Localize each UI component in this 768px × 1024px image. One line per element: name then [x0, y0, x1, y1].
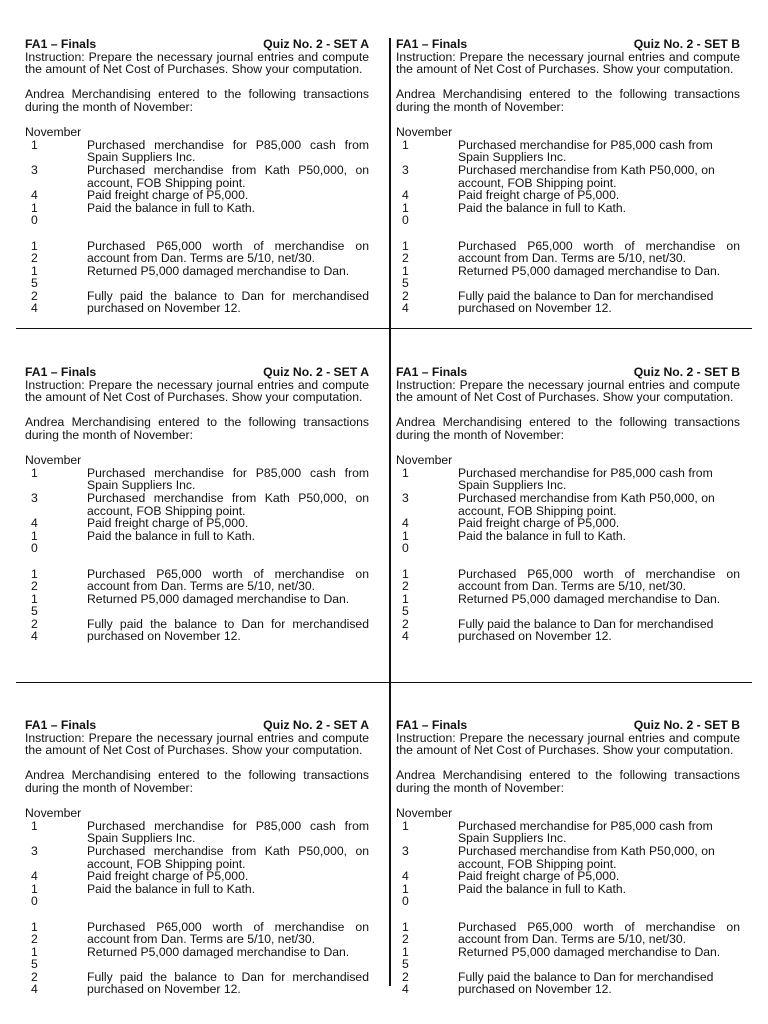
transaction-text: Paid the balance in full to Kath.	[87, 200, 256, 215]
transaction-row	[25, 870, 369, 883]
quiz-card	[396, 718, 740, 997]
card-header	[25, 719, 369, 732]
transaction-date: 2 4	[402, 616, 409, 644]
transaction-row	[25, 202, 369, 227]
transaction-row	[396, 870, 740, 883]
transaction-date: 4	[402, 869, 409, 884]
transaction-row	[396, 820, 740, 845]
quiz-card	[25, 366, 369, 686]
intro-text: Andrea Merchandising entered to the following transactions during the month of November:	[25, 415, 369, 442]
transaction-text: Purchased P65,000 worth of merchandise on account from Dan. Terms are 5/10, net/30.	[458, 238, 740, 266]
transaction-date: 1 0	[31, 200, 38, 228]
month-label: November	[396, 453, 453, 468]
transaction-text: Paid freight charge of P5,000.	[458, 516, 620, 531]
transaction-text: Purchased P65,000 worth of merchandise on account from Dan. Terms are 5/10, net/30.	[458, 919, 740, 947]
transaction-date: 2 4	[402, 288, 409, 316]
transaction-row	[396, 265, 740, 290]
transaction-row	[396, 164, 740, 189]
transaction-text: Purchased merchandise for P85,000 cash from Spain Suppliers Inc.	[458, 137, 713, 165]
transaction-date: 1	[402, 137, 409, 152]
transaction-date: 1 2	[402, 238, 409, 266]
transaction-date: 3	[31, 843, 38, 858]
transaction-date: 4	[31, 516, 38, 531]
month-label: November	[25, 453, 82, 468]
transaction-text: Paid freight charge of P5,000.	[458, 188, 620, 203]
transaction-text: Fully paid the balance to Dan for merchandised purchased on November 12.	[458, 969, 714, 997]
transaction-row	[396, 240, 740, 265]
quiz-set-label: Quiz No. 2 - SET B	[633, 37, 740, 51]
transaction-date: 1 5	[402, 944, 409, 972]
transaction-row	[396, 290, 740, 315]
transaction-row	[25, 883, 369, 908]
transaction-row	[396, 139, 740, 164]
transaction-text: Fully paid the balance to Dan for merchandised purchased on November 12.	[87, 616, 369, 644]
transaction-row	[25, 593, 369, 618]
intro-text: Andrea Merchandising entered to the following transactions during the month of November:	[396, 87, 740, 114]
vertical-divider	[389, 38, 391, 986]
transaction-row	[25, 517, 369, 530]
transaction-row	[396, 593, 740, 618]
quiz-set-label: Quiz No. 2 - SET B	[633, 718, 740, 732]
transaction-text: Paid freight charge of P5,000.	[87, 869, 249, 884]
quiz-set-label: Quiz No. 2 - SET A	[263, 718, 369, 732]
transaction-date: 2 4	[31, 969, 38, 997]
transaction-row	[396, 971, 740, 996]
transaction-text: Purchased P65,000 worth of merchandise on account from Dan. Terms are 5/10, net/30.	[87, 238, 369, 266]
transaction-row	[25, 971, 369, 996]
quiz-card	[25, 38, 369, 358]
transaction-text: Purchased merchandise for P85,000 cash from Spain Suppliers Inc.	[458, 818, 713, 846]
transaction-row	[396, 189, 740, 202]
transaction-text: Returned P5,000 damaged merchandise to Dan.	[458, 591, 721, 606]
quiz-set-label: Quiz No. 2 - SET B	[633, 365, 740, 379]
transaction-date: 1 2	[31, 238, 38, 266]
card-header	[396, 719, 740, 732]
transaction-text: Purchased merchandise for P85,000 cash from Spain Suppliers Inc.	[87, 818, 369, 846]
transaction-date: 1 0	[402, 200, 409, 228]
transaction-date: 1	[31, 465, 38, 480]
transaction-text: Purchased P65,000 worth of merchandise on account from Dan. Terms are 5/10, net/30.	[87, 919, 369, 947]
transaction-text: Returned P5,000 damaged merchandise to Dan.	[87, 591, 350, 606]
transaction-text: Returned P5,000 damaged merchandise to Dan.	[87, 263, 350, 278]
transaction-date: 1 2	[31, 566, 38, 594]
transaction-text: Fully paid the balance to Dan for merchandised purchased on November 12.	[87, 969, 369, 997]
transaction-date: 3	[31, 490, 38, 505]
transaction-row	[25, 921, 369, 946]
transaction-row	[396, 921, 740, 946]
course-title: FA1 – Finals	[396, 718, 468, 732]
transaction-date: 1 5	[31, 263, 38, 291]
transaction-text: Paid the balance in full to Kath.	[87, 528, 256, 543]
transaction-date: 4	[31, 869, 38, 884]
transaction-row	[396, 568, 740, 593]
transaction-text: Purchased merchandise from Kath P50,000, on account, FOB Shipping point.	[458, 162, 715, 190]
transaction-row	[396, 517, 740, 530]
transaction-date: 1 0	[31, 528, 38, 556]
card-header	[396, 366, 740, 379]
quiz-card	[396, 38, 740, 358]
transaction-date: 1 5	[402, 263, 409, 291]
quiz-card	[396, 366, 740, 686]
transaction-row	[25, 618, 369, 643]
transaction-text: Purchased merchandise from Kath P50,000, on account, FOB Shipping point.	[458, 490, 715, 518]
transaction-date: 1	[31, 818, 38, 833]
transaction-text: Paid the balance in full to Kath.	[458, 528, 627, 543]
intro-text: Andrea Merchandising entered to the following transactions during the month of November:	[25, 768, 369, 795]
transaction-text: Purchased merchandise for P85,000 cash from Spain Suppliers Inc.	[87, 465, 369, 493]
transaction-date: 1 0	[402, 881, 409, 909]
transaction-row	[396, 618, 740, 643]
transaction-date: 3	[31, 162, 38, 177]
transaction-row	[396, 946, 740, 971]
transaction-text: Paid freight charge of P5,000.	[87, 188, 249, 203]
transaction-row	[396, 883, 740, 908]
transaction-text: Returned P5,000 damaged merchandise to Dan.	[87, 944, 350, 959]
transaction-text: Paid the balance in full to Kath.	[458, 200, 627, 215]
transaction-row	[25, 467, 369, 492]
month-label: November	[25, 125, 82, 140]
transaction-row	[396, 202, 740, 227]
transaction-date: 4	[402, 516, 409, 531]
transaction-date: 1 5	[31, 944, 38, 972]
transaction-date: 1 5	[402, 591, 409, 619]
transaction-text: Paid the balance in full to Kath.	[87, 881, 256, 896]
transaction-row	[25, 265, 369, 290]
transaction-row	[25, 845, 369, 870]
transaction-date: 4	[402, 188, 409, 203]
transaction-row	[25, 530, 369, 555]
instruction-text: Instruction: Prepare the necessary journal entries and compute the amount of Net Cost of Purchases. Show your computation.	[25, 49, 369, 77]
transaction-row	[25, 240, 369, 265]
transaction-date: 2 4	[31, 616, 38, 644]
transaction-row	[25, 139, 369, 164]
card-header	[396, 38, 740, 51]
transaction-text: Purchased merchandise from Kath P50,000, on account, FOB Shipping point.	[458, 843, 715, 871]
transaction-date: 1 0	[31, 881, 38, 909]
quiz-set-label: Quiz No. 2 - SET A	[263, 37, 369, 51]
transaction-row	[25, 820, 369, 845]
transaction-row	[396, 845, 740, 870]
intro-text: Andrea Merchandising entered to the following transactions during the month of November:	[25, 87, 369, 114]
instruction-text: Instruction: Prepare the necessary journal entries and compute the amount of Net Cost of Purchases. Show your computation.	[396, 49, 740, 77]
transaction-date: 3	[402, 162, 409, 177]
instruction-text: Instruction: Prepare the necessary journal entries and compute the amount of Net Cost of Purchases. Show your computation.	[396, 730, 740, 758]
intro-text: Andrea Merchandising entered to the following transactions during the month of November:	[396, 415, 740, 442]
instruction-text: Instruction: Prepare the necessary journal entries and compute the amount of Net Cost of Purchases. Show your computation.	[25, 377, 369, 405]
transaction-row	[25, 568, 369, 593]
quiz-card	[25, 718, 369, 997]
month-label: November	[396, 125, 453, 140]
month-label: November	[396, 806, 453, 821]
transaction-date: 1 2	[402, 566, 409, 594]
course-title: FA1 – Finals	[25, 718, 97, 732]
transaction-text: Paid freight charge of P5,000.	[458, 869, 620, 884]
card-header	[25, 38, 369, 51]
course-title: FA1 – Finals	[396, 37, 468, 51]
transaction-date: 1	[402, 818, 409, 833]
transaction-text: Purchased P65,000 worth of merchandise on account from Dan. Terms are 5/10, net/30.	[87, 566, 369, 594]
transaction-text: Purchased merchandise for P85,000 cash from Spain Suppliers Inc.	[87, 137, 369, 165]
transaction-text: Purchased merchandise from Kath P50,000, on account, FOB Shipping point.	[87, 843, 369, 871]
transaction-text: Returned P5,000 damaged merchandise to Dan.	[458, 263, 721, 278]
transaction-date: 3	[402, 490, 409, 505]
transaction-date: 1	[31, 137, 38, 152]
transaction-row	[25, 189, 369, 202]
month-label: November	[25, 806, 82, 821]
transaction-text: Fully paid the balance to Dan for merchandised purchased on November 12.	[458, 616, 714, 644]
instruction-text: Instruction: Prepare the necessary journal entries and compute the amount of Net Cost of Purchases. Show your computation.	[25, 730, 369, 758]
course-title: FA1 – Finals	[25, 37, 97, 51]
transaction-text: Paid the balance in full to Kath.	[458, 881, 627, 896]
transaction-text: Paid freight charge of P5,000.	[87, 516, 249, 531]
transaction-text: Fully paid the balance to Dan for merchandised purchased on November 12.	[458, 288, 714, 316]
transaction-row	[25, 946, 369, 971]
course-title: FA1 – Finals	[396, 365, 468, 379]
transaction-text: Purchased P65,000 worth of merchandise on account from Dan. Terms are 5/10, net/30.	[458, 566, 740, 594]
transaction-date: 1 0	[402, 528, 409, 556]
transaction-date: 3	[402, 843, 409, 858]
card-header	[25, 366, 369, 379]
transaction-date: 2 4	[402, 969, 409, 997]
transaction-text: Returned P5,000 damaged merchandise to Dan.	[458, 944, 721, 959]
transaction-text: Purchased merchandise for P85,000 cash from Spain Suppliers Inc.	[458, 465, 713, 493]
transaction-date: 1	[402, 465, 409, 480]
transaction-row	[396, 530, 740, 555]
course-title: FA1 – Finals	[25, 365, 97, 379]
transaction-date: 2 4	[31, 288, 38, 316]
transaction-date: 1 5	[31, 591, 38, 619]
quiz-set-label: Quiz No. 2 - SET A	[263, 365, 369, 379]
instruction-text: Instruction: Prepare the necessary journal entries and compute the amount of Net Cost of Purchases. Show your computation.	[396, 377, 740, 405]
transaction-date: 1 2	[31, 919, 38, 947]
transaction-date: 4	[31, 188, 38, 203]
transaction-row	[396, 467, 740, 492]
transaction-date: 1 2	[402, 919, 409, 947]
transaction-row	[396, 492, 740, 517]
transaction-row	[25, 290, 369, 315]
transaction-row	[25, 164, 369, 189]
transaction-text: Purchased merchandise from Kath P50,000, on account, FOB Shipping point.	[87, 490, 369, 518]
transaction-text: Fully paid the balance to Dan for merchandised purchased on November 12.	[87, 288, 369, 316]
transaction-row	[25, 492, 369, 517]
transaction-text: Purchased merchandise from Kath P50,000, on account, FOB Shipping point.	[87, 162, 369, 190]
intro-text: Andrea Merchandising entered to the following transactions during the month of November:	[396, 768, 740, 795]
